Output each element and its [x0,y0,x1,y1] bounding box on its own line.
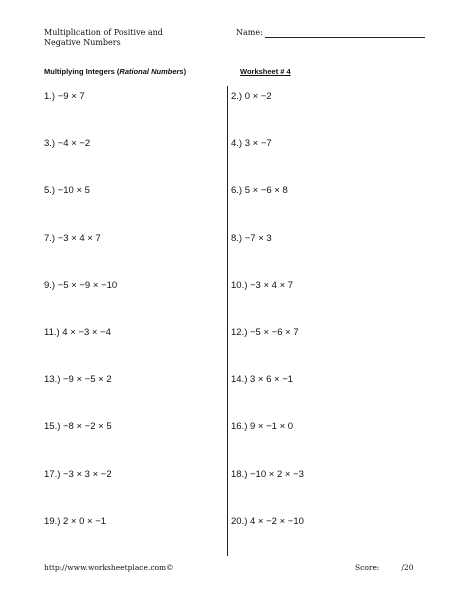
column-divider [227,86,228,556]
problem-15: 15.) −8 × −2 × 5 [44,421,112,433]
problem-14: 14.) 3 × 6 × −1 [231,374,294,386]
name-blank-line [265,28,425,38]
problem-9: 9.) −5 × −9 × −10 [44,279,118,291]
heading-prefix: Multiplying Integers ( [44,67,120,76]
problem-7: 7.) −3 × 4 × 7 [44,232,101,244]
problem-4: 4.) 3 × −7 [231,138,272,150]
name-label: Name: [236,28,263,37]
title-line-2: Negative Numbers [44,38,121,47]
footer-url: http://www.worksheetplace.com© [44,563,174,572]
section-heading [44,67,186,76]
problem-1: 1.) −9 × 7 [44,91,85,102]
problem-10: 10.) −3 × 4 × 7 [231,279,294,291]
score-label: Score: [355,563,380,572]
problem-17: 17.) −3 × 3 × −2 [44,468,112,480]
problem-13: 13.) −9 × −5 × 2 [44,374,112,386]
name-field [236,28,425,38]
title-line-1: Multiplication of Positive and [44,28,163,37]
score-field [355,563,413,572]
heading-italic: Rational Numbers [119,67,184,76]
worksheet-title [44,28,194,48]
problem-11: 11.) 4 × −3 × −4 [44,327,111,338]
problem-8: 8.) −7 × 3 [231,232,272,244]
problem-5: 5.) −10 × 5 [44,185,90,197]
problem-19: 19.) 2 × 0 × −1 [44,515,107,527]
problem-2: 2.) 0 × −2 [231,91,272,102]
problem-18: 18.) −10 × 2 × −3 [231,468,304,480]
problem-20: 20.) 4 × −2 × −10 [231,515,304,527]
score-total: /20 [401,563,414,572]
problem-3: 3.) −4 × −2 [44,138,91,150]
worksheet-number: Worksheet # 4 [240,67,291,76]
heading-suffix: ) [183,67,187,76]
problem-16: 16.) 9 × −1 × 0 [231,421,294,433]
problem-6: 6.) 5 × −6 × 8 [231,185,288,197]
problem-12: 12.) −5 × −6 × 7 [231,327,299,338]
